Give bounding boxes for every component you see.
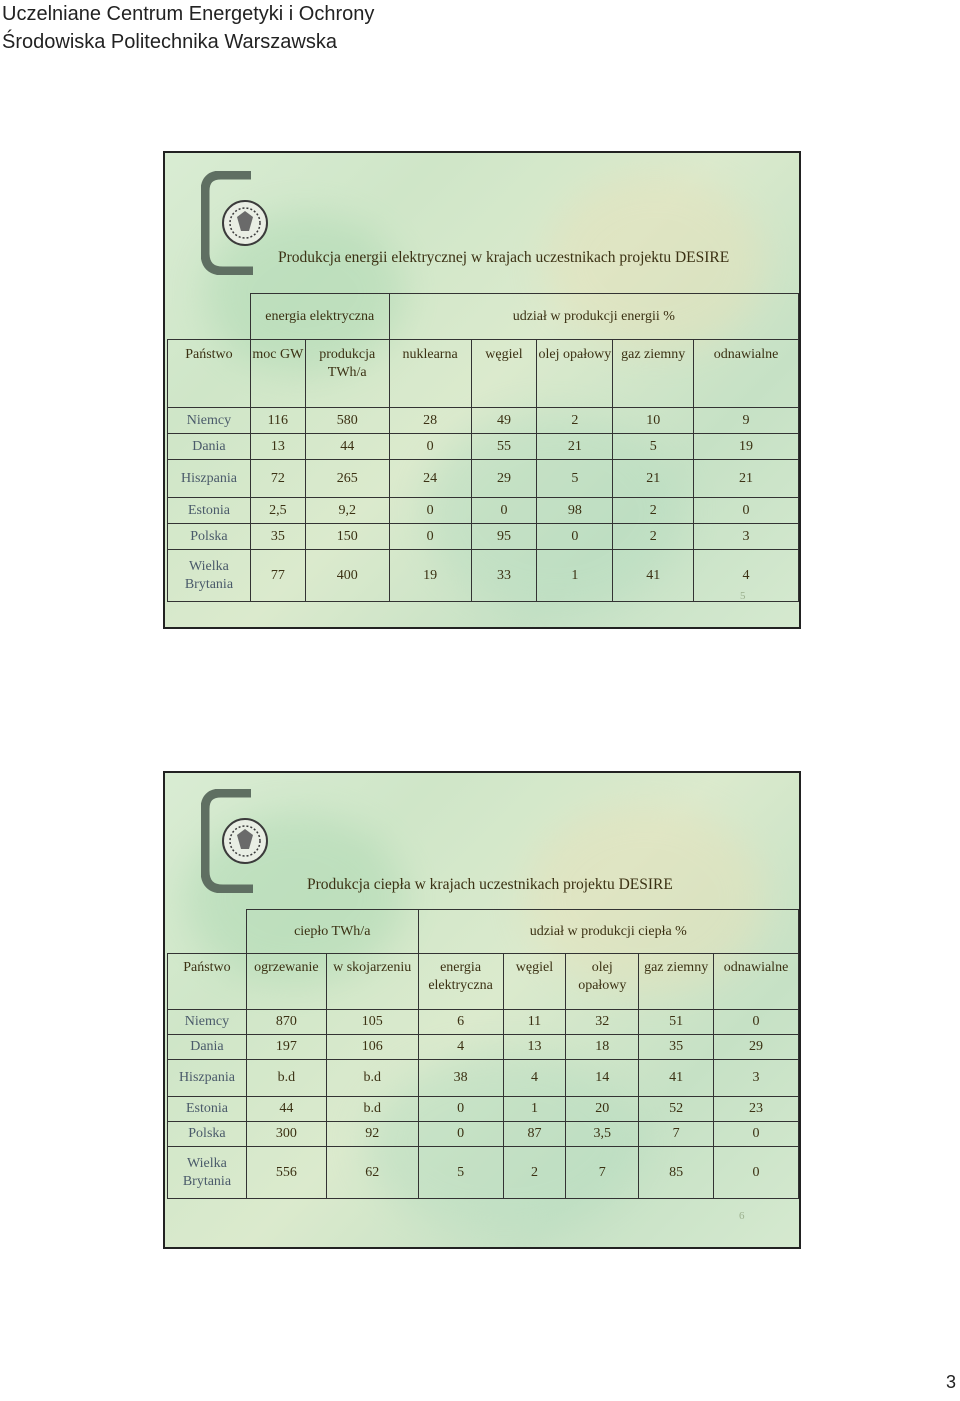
country-cell: Estonia: [168, 1097, 247, 1122]
data-cell: 55: [471, 434, 537, 460]
table-row: [168, 1147, 799, 1199]
data-cell: 24: [389, 460, 471, 498]
data-cell: 106: [326, 1035, 418, 1060]
data-cell: 2: [537, 408, 613, 434]
column-header: nuklearna: [389, 340, 471, 408]
data-cell: 44: [305, 434, 389, 460]
document-header: [2, 0, 374, 56]
data-cell: 6: [418, 1010, 503, 1035]
slide-2-title: Produkcja ciepła w krajach uczestnikach projektu DESIRE: [307, 876, 673, 893]
data-cell: 400: [305, 550, 389, 602]
data-cell: 87: [503, 1122, 566, 1147]
column-header: Państwo: [168, 954, 247, 1010]
column-header: węgiel: [471, 340, 537, 408]
data-cell: 5: [613, 434, 694, 460]
data-cell: 41: [639, 1060, 714, 1097]
column-header: gaz ziemny: [613, 340, 694, 408]
column-header: odnawialne: [694, 340, 799, 408]
table-row: [168, 498, 799, 524]
data-cell: 20: [566, 1097, 639, 1122]
country-cell: Estonia: [168, 498, 251, 524]
data-cell: 0: [389, 434, 471, 460]
data-cell: 4: [503, 1060, 566, 1097]
column-header: olej opałowy: [566, 954, 639, 1010]
data-cell: 85: [639, 1147, 714, 1199]
column-header: energia elektryczna: [418, 954, 503, 1010]
data-cell: 11: [503, 1010, 566, 1035]
data-cell: 300: [246, 1122, 326, 1147]
data-cell: 21: [613, 460, 694, 498]
data-cell: b.d: [246, 1060, 326, 1097]
data-cell: 35: [639, 1035, 714, 1060]
data-cell: 51: [639, 1010, 714, 1035]
table-row: [168, 550, 799, 602]
heat-table: [167, 909, 799, 1199]
data-cell: 29: [714, 1035, 799, 1060]
column-header: węgiel: [503, 954, 566, 1010]
column-header: odnawialne: [714, 954, 799, 1010]
data-cell: 265: [305, 460, 389, 498]
data-cell: 95: [471, 524, 537, 550]
slide-1-title: Produkcja energii elektrycznej w krajach uczestnikach projektu DESIRE: [278, 249, 730, 266]
page-number: 3: [945, 1372, 956, 1392]
data-cell: 9: [694, 408, 799, 434]
country-cell: Wielka Brytania: [168, 550, 251, 602]
data-cell: 4: [694, 550, 799, 602]
data-cell: 3,5: [566, 1122, 639, 1147]
data-cell: 9,2: [305, 498, 389, 524]
data-cell: 2: [613, 524, 694, 550]
table-row: [168, 1035, 799, 1060]
data-cell: 49: [471, 408, 537, 434]
data-cell: 62: [326, 1147, 418, 1199]
data-cell: 0: [537, 524, 613, 550]
slide-number: 6: [739, 1210, 745, 1222]
data-cell: 0: [418, 1097, 503, 1122]
slide-heat: [163, 771, 801, 1249]
data-cell: 0: [714, 1147, 799, 1199]
country-cell: Hiszpania: [168, 1060, 247, 1097]
column-header: produkcja TWh/a: [305, 340, 389, 408]
data-cell: 98: [537, 498, 613, 524]
data-cell: 14: [566, 1060, 639, 1097]
column-header: Państwo: [168, 340, 251, 408]
data-cell: 13: [503, 1035, 566, 1060]
data-cell: 21: [537, 434, 613, 460]
data-cell: 0: [418, 1122, 503, 1147]
group-header-left: energia elektryczna: [250, 294, 389, 340]
data-cell: 28: [389, 408, 471, 434]
data-cell: 3: [694, 524, 799, 550]
data-cell: 77: [250, 550, 305, 602]
data-cell: 0: [714, 1010, 799, 1035]
data-cell: 5: [418, 1147, 503, 1199]
data-cell: 2,5: [250, 498, 305, 524]
data-cell: 870: [246, 1010, 326, 1035]
table-row: [168, 1010, 799, 1035]
data-cell: 7: [566, 1147, 639, 1199]
data-cell: 10: [613, 408, 694, 434]
data-cell: 5: [537, 460, 613, 498]
data-cell: 72: [250, 460, 305, 498]
group-header-right: udział w produkcji energii %: [389, 294, 798, 340]
data-cell: 92: [326, 1122, 418, 1147]
table-row: [168, 408, 799, 434]
data-cell: b.d: [326, 1097, 418, 1122]
country-cell: Polska: [168, 524, 251, 550]
data-cell: 7: [639, 1122, 714, 1147]
column-header: moc GW: [250, 340, 305, 408]
data-cell: 29: [471, 460, 537, 498]
group-header-left: ciepło TWh/a: [246, 910, 418, 954]
column-header: ogrzewanie: [246, 954, 326, 1010]
data-cell: 18: [566, 1035, 639, 1060]
table-row: [168, 1097, 799, 1122]
data-cell: 32: [566, 1010, 639, 1035]
data-cell: 580: [305, 408, 389, 434]
data-cell: 2: [503, 1147, 566, 1199]
data-cell: 1: [503, 1097, 566, 1122]
country-cell: Niemcy: [168, 408, 251, 434]
country-cell: Niemcy: [168, 1010, 247, 1035]
table-row: [168, 1060, 799, 1097]
country-cell: Dania: [168, 1035, 247, 1060]
data-cell: 0: [389, 524, 471, 550]
data-cell: 23: [714, 1097, 799, 1122]
slide-number: 5: [740, 590, 746, 602]
data-cell: 0: [714, 1122, 799, 1147]
electricity-table: [167, 293, 799, 602]
data-cell: 105: [326, 1010, 418, 1035]
university-logo-icon: [201, 789, 275, 893]
data-cell: 19: [694, 434, 799, 460]
table-row: [168, 1122, 799, 1147]
table-row: [168, 460, 799, 498]
country-cell: Hiszpania: [168, 460, 251, 498]
data-cell: 44: [246, 1097, 326, 1122]
data-cell: 150: [305, 524, 389, 550]
group-header-right: udział w produkcji ciepła %: [418, 910, 798, 954]
column-header: gaz ziemny: [639, 954, 714, 1010]
data-cell: 38: [418, 1060, 503, 1097]
data-cell: 19: [389, 550, 471, 602]
data-cell: 52: [639, 1097, 714, 1122]
column-header: olej opałowy: [537, 340, 613, 408]
data-cell: 3: [714, 1060, 799, 1097]
data-cell: 41: [613, 550, 694, 602]
table-row: [168, 524, 799, 550]
data-cell: 0: [389, 498, 471, 524]
header-line-1: Uczelniane Centrum Energetyki i Ochrony: [2, 3, 375, 25]
university-logo-icon: [201, 171, 275, 275]
country-cell: Dania: [168, 434, 251, 460]
data-cell: 13: [250, 434, 305, 460]
slide-electricity: [163, 151, 801, 629]
data-cell: 116: [250, 408, 305, 434]
country-cell: Wielka Brytania: [168, 1147, 247, 1199]
data-cell: 21: [694, 460, 799, 498]
data-cell: 197: [246, 1035, 326, 1060]
data-cell: 0: [471, 498, 537, 524]
data-cell: b.d: [326, 1060, 418, 1097]
data-cell: 35: [250, 524, 305, 550]
country-cell: Polska: [168, 1122, 247, 1147]
data-cell: 556: [246, 1147, 326, 1199]
header-line-2: Środowiska Politechnika Warszawska: [2, 31, 337, 53]
data-cell: 33: [471, 550, 537, 602]
data-cell: 2: [613, 498, 694, 524]
data-cell: 1: [537, 550, 613, 602]
column-header: w skojarzeniu: [326, 954, 418, 1010]
data-cell: 0: [694, 498, 799, 524]
data-cell: 4: [418, 1035, 503, 1060]
table-row: [168, 434, 799, 460]
